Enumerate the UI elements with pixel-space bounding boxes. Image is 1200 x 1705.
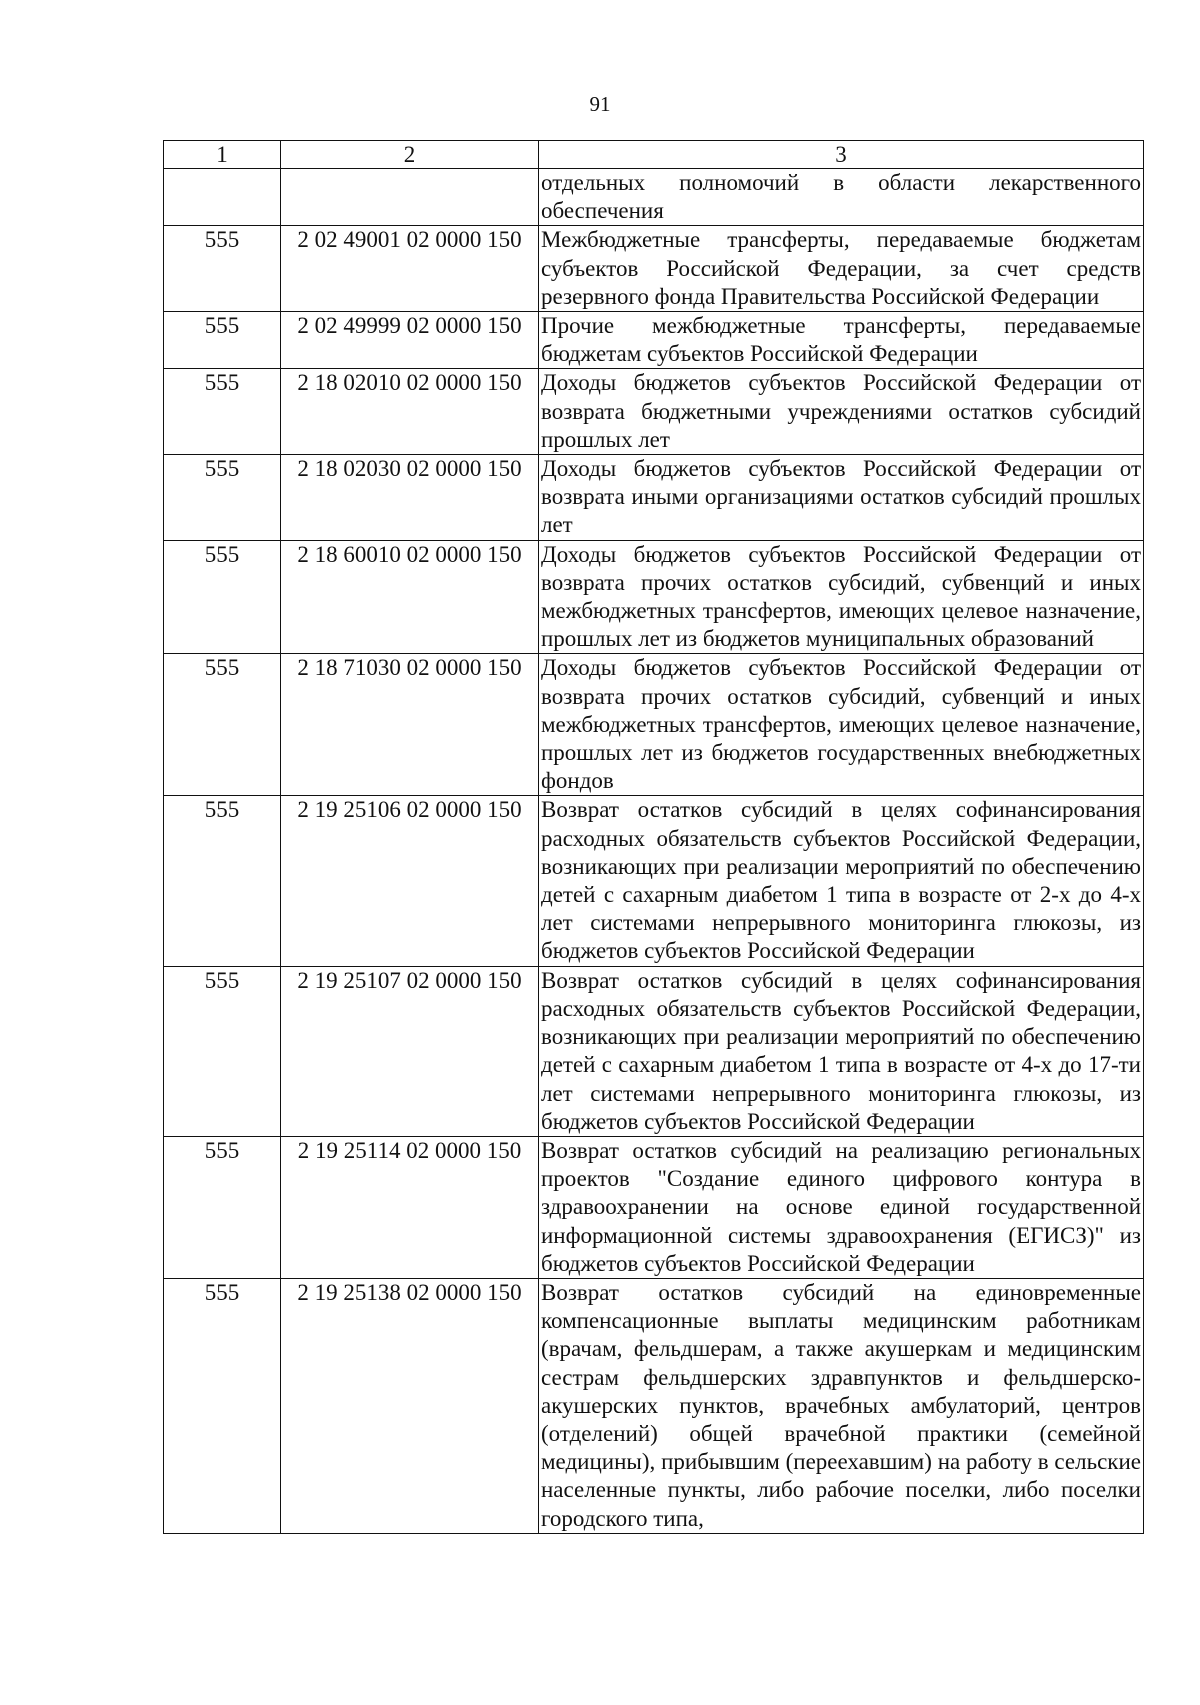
- kbk-code-cell: 2 18 02010 02 0000 150: [281, 369, 539, 455]
- kbk-code-cell: 2 19 25106 02 0000 150: [281, 796, 539, 966]
- table-row: [164, 966, 1144, 1136]
- table-row: [164, 796, 1144, 966]
- admin-code-cell: [164, 169, 281, 226]
- admin-code-cell: 555: [164, 966, 281, 1136]
- admin-code-cell: 555: [164, 540, 281, 654]
- header-row: [164, 141, 1144, 169]
- description-cell: Возврат остатков субсидий на реализацию региональных проектов "Создание единого цифрового контура в здравоохранении на основе единой государственной информационной системы здравоохранения (ЕГИСЗ)" из бюджетов субъектов Российской Федерации: [539, 1136, 1144, 1278]
- admin-code-cell: 555: [164, 654, 281, 796]
- table-row: [164, 169, 1144, 226]
- description-cell: Доходы бюджетов субъектов Российской Федерации от возврата бюджетными учреждениями остатков субсидий прошлых лет: [539, 369, 1144, 455]
- kbk-code-cell: 2 19 25114 02 0000 150: [281, 1136, 539, 1278]
- admin-code-cell: 555: [164, 455, 281, 541]
- description-cell: Возврат остатков субсидий в целях софинансирования расходных обязательств субъектов Российской Федерации, возникающих при реализации мероприятий по обеспечению детей с сахарным диабетом 1 типа в возрасте от 4-х до 17-ти лет системами непрерывного мониторинга глюкозы, из бюджетов субъектов Российской Федерации: [539, 966, 1144, 1136]
- table-body: [164, 169, 1144, 1534]
- admin-code-cell: 555: [164, 226, 281, 312]
- admin-code-cell: 555: [164, 1278, 281, 1533]
- kbk-code-cell: 2 18 60010 02 0000 150: [281, 540, 539, 654]
- kbk-code-cell: 2 19 25107 02 0000 150: [281, 966, 539, 1136]
- revenue-classification-table: [163, 140, 1144, 1534]
- table-row: [164, 1136, 1144, 1278]
- table-row: [164, 312, 1144, 369]
- column-header-2: 2: [281, 141, 539, 169]
- table-row: [164, 540, 1144, 654]
- kbk-code-cell: 2 02 49999 02 0000 150: [281, 312, 539, 369]
- kbk-code-cell: 2 18 71030 02 0000 150: [281, 654, 539, 796]
- table-row: [164, 654, 1144, 796]
- table-header: [164, 141, 1144, 169]
- description-cell: Доходы бюджетов субъектов Российской Федерации от возврата прочих остатков субсидий, субвенций и иных межбюджетных трансфертов, имеющих целевое назначение, прошлых лет из бюджетов государственных внебюджетных фондов: [539, 654, 1144, 796]
- table-row: [164, 369, 1144, 455]
- description-cell: Возврат остатков субсидий в целях софинансирования расходных обязательств субъектов Российской Федерации, возникающих при реализации мероприятий по обеспечению детей с сахарным диабетом 1 типа в возрасте от 2-х до 4-х лет системами непрерывного мониторинга глюкозы, из бюджетов субъектов Российской Федерации: [539, 796, 1144, 966]
- kbk-code-cell: 2 19 25138 02 0000 150: [281, 1278, 539, 1533]
- kbk-code-cell: 2 02 49001 02 0000 150: [281, 226, 539, 312]
- description-cell: Прочие межбюджетные трансферты, передаваемые бюджетам субъектов Российской Федерации: [539, 312, 1144, 369]
- admin-code-cell: 555: [164, 796, 281, 966]
- table-row: [164, 226, 1144, 312]
- page-number: 91: [589, 92, 611, 116]
- description-cell: Межбюджетные трансферты, передаваемые бюджетам субъектов Российской Федерации, за счет средств резервного фонда Правительства Российской Федерации: [539, 226, 1144, 312]
- kbk-code-cell: 2 18 02030 02 0000 150: [281, 455, 539, 541]
- admin-code-cell: 555: [164, 1136, 281, 1278]
- column-header-1: 1: [164, 141, 281, 169]
- admin-code-cell: 555: [164, 369, 281, 455]
- description-cell: Доходы бюджетов субъектов Российской Федерации от возврата прочих остатков субсидий, субвенций и иных межбюджетных трансфертов, имеющих целевое назначение, прошлых лет из бюджетов муниципальных образований: [539, 540, 1144, 654]
- description-cell: Возврат остатков субсидий на единовременные компенсационные выплаты медицинским работникам (врачам, фельдшерам, а также акушеркам и медицинским сестрам фельдшерских здравпунктов и фельдшерско-акушерских пунктов, врачебных амбулаторий, центров (отделений) общей врачебной практики (семейной медицины), прибывшим (переехавшим) на работу в сельские населенные пункты, либо рабочие поселки, либо поселки городского типа,: [539, 1278, 1144, 1533]
- kbk-code-cell: [281, 169, 539, 226]
- table-row: [164, 455, 1144, 541]
- table-row: [164, 1278, 1144, 1533]
- description-cell: отдельных полномочий в области лекарственного обеспечения: [539, 169, 1144, 226]
- admin-code-cell: 555: [164, 312, 281, 369]
- description-cell: Доходы бюджетов субъектов Российской Федерации от возврата иными организациями остатков субсидий прошлых лет: [539, 455, 1144, 541]
- column-header-3: 3: [539, 141, 1144, 169]
